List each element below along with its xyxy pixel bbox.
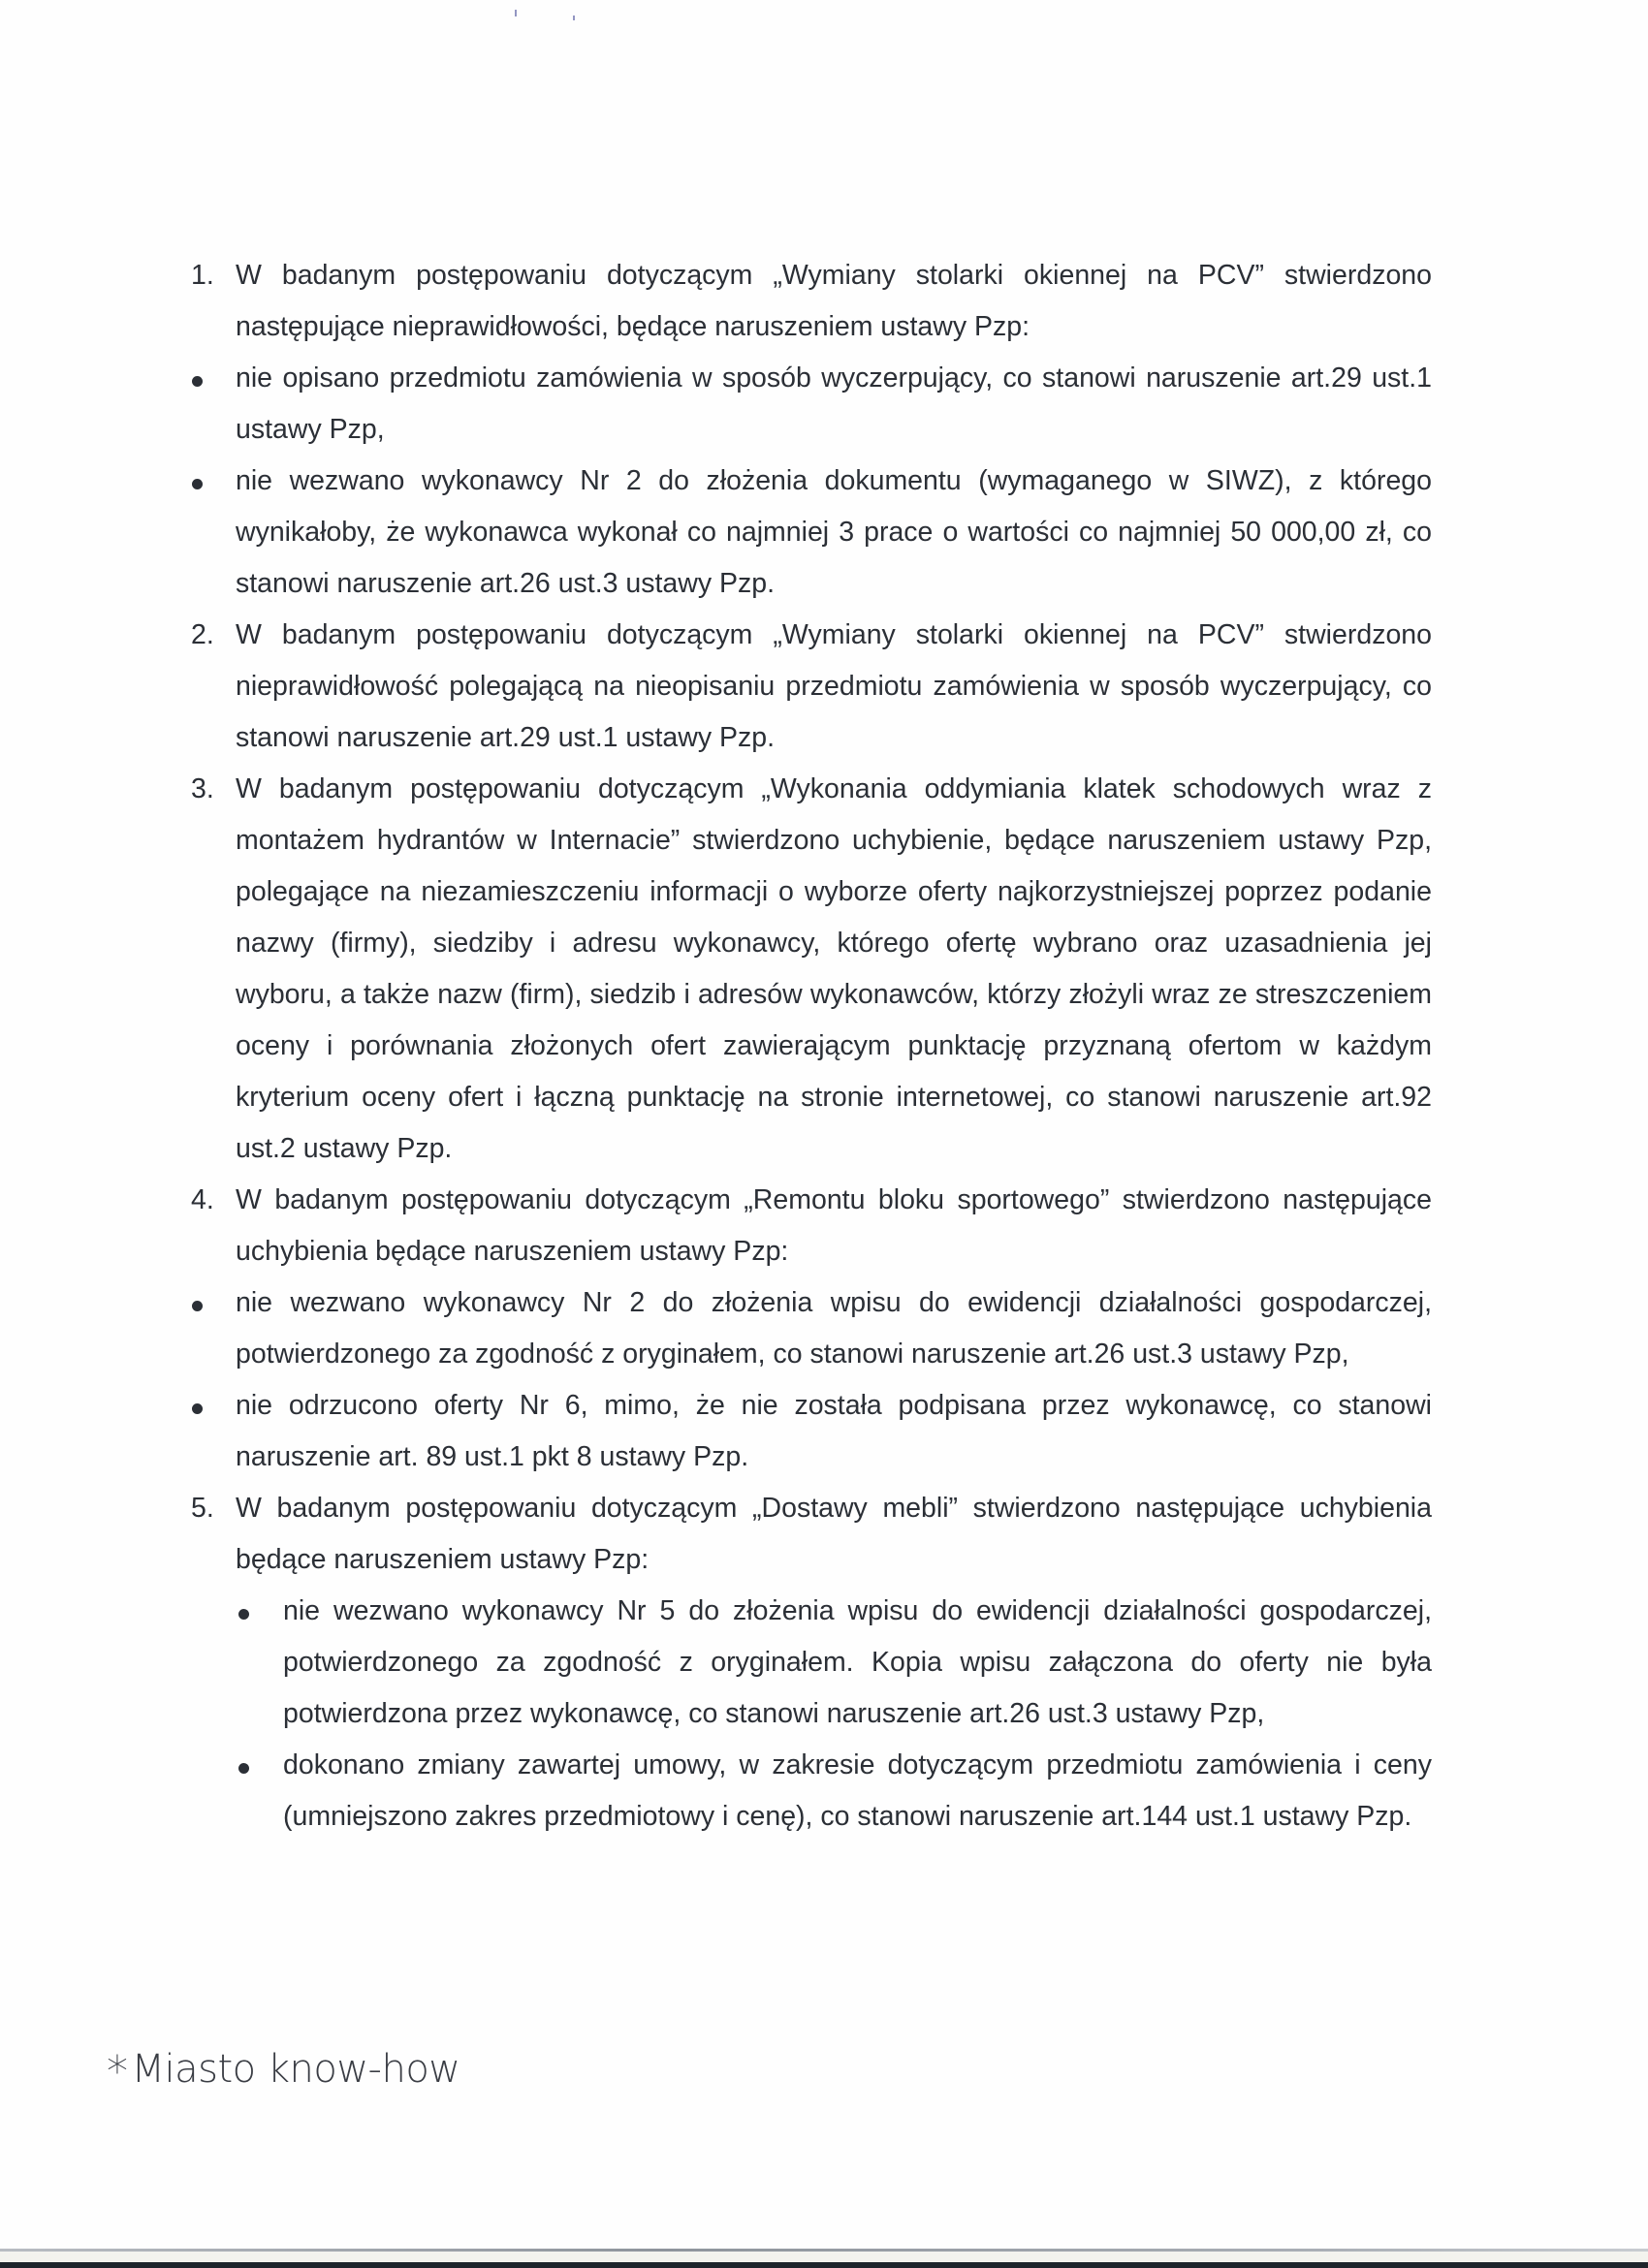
bullet-item xyxy=(191,1380,1432,1483)
bullet-item xyxy=(191,353,1432,456)
list-number: 3. xyxy=(191,773,214,804)
scan-artifact xyxy=(515,10,517,16)
asterisk-icon: * xyxy=(107,2047,128,2096)
item-text: W badanym postępowaniu dotyczącym „Remontu bloku sportowego” stwierdzono następujące uchybienia będące naruszeniem ustawy Pzp: xyxy=(236,1184,1432,1267)
numbered-item-5 xyxy=(191,1483,1432,1586)
numbered-item-2 xyxy=(191,610,1432,764)
bullet-item xyxy=(191,1277,1432,1380)
item-text: nie wezwano wykonawcy Nr 5 do złożenia wpisu do ewidencji działalności gospodarczej, potwierdzonego za zgodność z oryginałem. Kopia wpisu załączona do oferty nie była potwierdzona przez wykonawcę, co stanowi naruszenie art.26 ust.3 ustawy Pzp, xyxy=(283,1595,1432,1729)
nested-bullet-item xyxy=(191,1740,1432,1843)
item-text: nie opisano przedmiotu zamówienia w sposób wyczerpujący, co stanowi naruszenie art.29 ust.1 ustawy Pzp, xyxy=(236,362,1432,445)
footer-tagline xyxy=(107,2043,460,2096)
list-number: 4. xyxy=(191,1184,214,1215)
scan-edge-strip xyxy=(0,2252,1648,2262)
nested-bullet-item xyxy=(191,1586,1432,1740)
scan-artifact xyxy=(573,16,575,20)
item-text: nie wezwano wykonawcy Nr 2 do złożenia dokumentu (wymaganego w SIWZ), z którego wynikałoby, że wykonawca wykonał co najmniej 3 prace o wartości co najmniej 50 000,00 zł, co stanowi naruszenie art.26 ust.3 ustawy Pzp. xyxy=(236,465,1432,599)
item-text: W badanym postępowaniu dotyczącym „Wymiany stolarki okiennej na PCV” stwierdzono następujące nieprawidłowości, będące naruszeniem ustawy Pzp: xyxy=(236,260,1432,342)
item-text: nie wezwano wykonawcy Nr 2 do złożenia wpisu do ewidencji działalności gospodarczej, potwierdzonego za zgodność z oryginałem, co stanowi naruszenie art.26 ust.3 ustawy Pzp, xyxy=(236,1287,1432,1370)
item-text: dokonano zmiany zawartej umowy, w zakresie dotyczącym przedmiotu zamówienia i ceny (umniejszono zakres przedmiotowy i cenę), co stanowi naruszenie art.144 ust.1 ustawy Pzp. xyxy=(283,1749,1432,1832)
list-number: 1. xyxy=(191,260,214,291)
list-number: 2. xyxy=(191,619,214,650)
tagline-text: Miasto know-how xyxy=(131,2047,460,2092)
item-text: W badanym postępowaniu dotyczącym „Wymiany stolarki okiennej na PCV” stwierdzono nieprawidłowość polegającą na nieopisaniu przedmiotu zamówienia w sposób wyczerpujący, co stanowi naruszenie art.29 ust.1 ustawy Pzp. xyxy=(236,619,1432,753)
numbered-item-3 xyxy=(191,764,1432,1175)
scan-edge-band xyxy=(0,2262,1648,2268)
findings-list xyxy=(191,250,1432,1843)
numbered-item-1 xyxy=(191,250,1432,353)
numbered-item-4 xyxy=(191,1175,1432,1277)
list-number: 5. xyxy=(191,1493,214,1524)
bullet-item xyxy=(191,456,1432,610)
item-text: nie odrzucono oferty Nr 6, mimo, że nie została podpisana przez wykonawcę, co stanowi naruszenie art. 89 ust.1 pkt 8 ustawy Pzp. xyxy=(236,1390,1432,1472)
item-text: W badanym postępowaniu dotyczącym „Dostawy mebli” stwierdzono następujące uchybienia będące naruszeniem ustawy Pzp: xyxy=(236,1493,1432,1575)
item-text: W badanym postępowaniu dotyczącym „Wykonania oddymiania klatek schodowych wraz z montażem hydrantów w Internacie” stwierdzono uchybienie, będące naruszeniem ustawy Pzp, polegające na niezamieszczeniu informacji o wyborze oferty najkorzystniejszej poprzez podanie nazwy (firmy), siedziby i adresu wykonawcy, którego ofertę wybrano oraz uzasadnienia jej wyboru, a także nazw (firm), siedzib i adresów wykonawców, którzy złożyli wraz ze streszczeniem oceny i porównania złożonych ofert zawierającym punktację przyznaną ofertom w każdym kryterium oceny ofert i łączną punktację na stronie internetowej, co stanowi naruszenie art.92 ust.2 ustawy Pzp. xyxy=(236,773,1432,1164)
